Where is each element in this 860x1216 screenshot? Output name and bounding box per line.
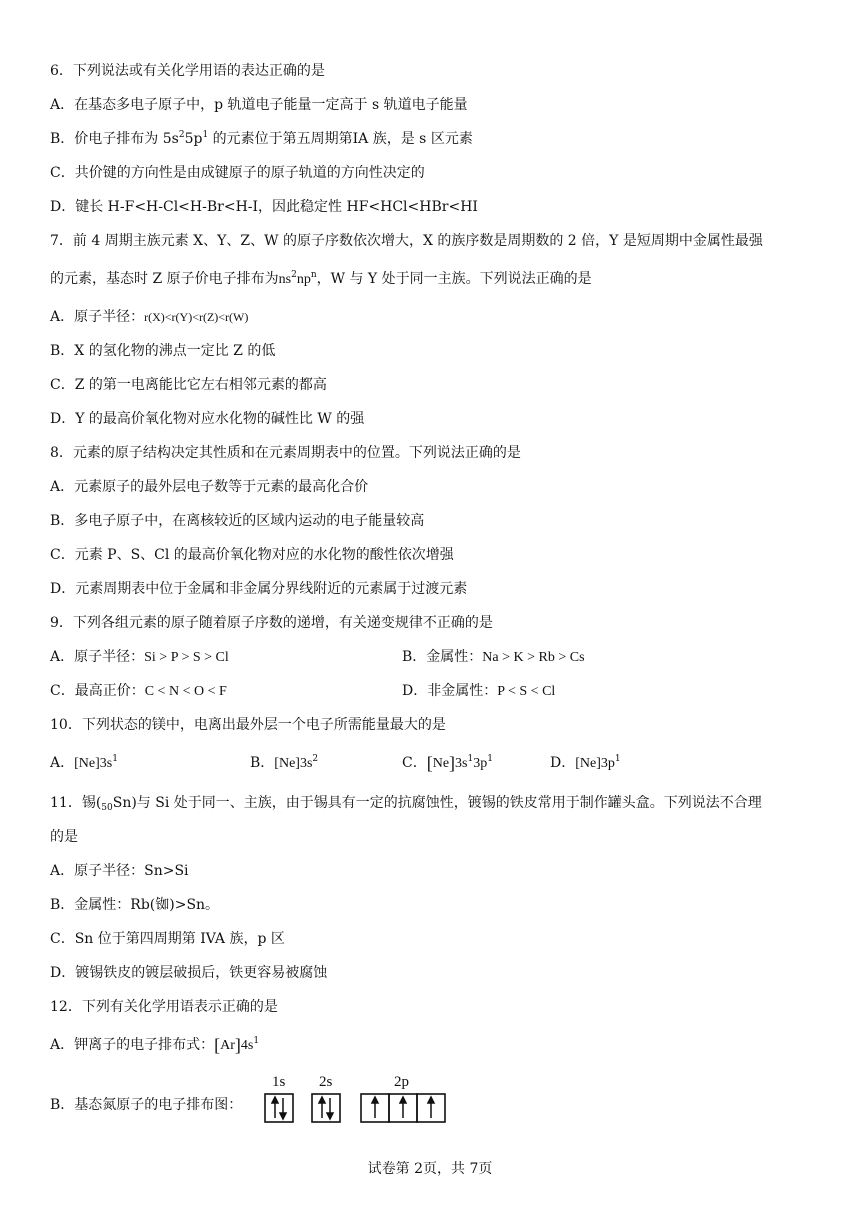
- q8-option-a: A．元素原子的最外层电子数等于元素的最高化合价: [50, 479, 369, 495]
- q7-stem-line1: 7．前 4 周期主族元素 X、Y、Z、W 的原子序数依次增大，X 的族序数是周期数的 2 倍，Y 是短周期中金属性最强: [50, 233, 763, 249]
- q6-option-a: A．在基态多电子原子中，p 轨道电子能量一定高于 s 轨道电子能量: [50, 97, 468, 113]
- spin-up-arrow-icon: [272, 1097, 278, 1118]
- q10-option-b: B．$[Ne]3s^2$: [250, 754, 319, 771]
- spin-up-arrow-icon: [400, 1097, 406, 1118]
- page-footer: 试卷第 2页，共 7页: [367, 1161, 493, 1177]
- spin-up-arrow-icon: [372, 1097, 378, 1118]
- q9-option-d: D．非金属性：P < S < Cl: [402, 683, 556, 699]
- q7-option-d: D．Y 的最高价氧化物对应水化物的碱性比 W 的强: [50, 411, 365, 427]
- q9-option-c: C．最高正价：C < N < O < F: [50, 683, 227, 699]
- q7-option-c: C．Z 的第一电离能比它左右相邻元素的都高: [50, 377, 327, 393]
- q6-stem: 6．下列说法或有关化学用语的表达正确的是: [50, 63, 325, 79]
- q11-stem-line1: 11．锡$(_{50}Sn)$与 Si 处于同一、主族，由于锡具有一定的抗腐蚀性，镀锡的铁皮常用于制作罐头盒。下列说法不合理: [50, 795, 762, 813]
- q10-option-a: A．$[Ne]3s^1$: [50, 754, 118, 771]
- q12-stem: 12．下列有关化学用语表示正确的是: [50, 999, 278, 1015]
- q9-option-b: B．金属性：Na > K > Rb > Cs: [402, 649, 585, 665]
- q12-option-b-label: B．基态氮原子的电子排布图：: [50, 1097, 243, 1113]
- spin-down-arrow-icon: [327, 1098, 333, 1119]
- q10-options-row: [50, 754, 830, 773]
- q12-option-a: A．钾离子的电子排布式：$[Ar]4s^1$: [50, 1035, 260, 1055]
- q9-row-ab: [50, 648, 830, 667]
- q11-option-d: D．镀锡铁皮的镀层破损后，铁更容易被腐蚀: [50, 965, 328, 981]
- q11-option-a: A．原子半径：Sn>Si: [50, 863, 189, 879]
- orbital-label-1s: 1s: [272, 1074, 286, 1090]
- q8-option-c: C．元素 P、S、Cl 的最高价氧化物对应的水化物的酸性依次增强: [50, 547, 454, 563]
- orbital-diagram: [263, 1070, 463, 1128]
- q7-stem-line2: 的元素，基态时 Z 原子价电子排布为$ns^2np^n$，W 与 Y 处于同一主族。下列说法正确的是: [50, 270, 592, 287]
- q9-stem: 9．下列各组元素的原子随着原子序数的递增，有关递变规律不正确的是: [50, 615, 493, 631]
- q10-option-d: D．$[Ne]3p^1$: [550, 754, 621, 771]
- orbital-label-2p: 2p: [394, 1074, 409, 1090]
- q10-stem: 10．下列状态的镁中，电离出最外层一个电子所需能量最大的是: [50, 717, 446, 733]
- q7-option-a: A．原子半径：r(X)<r(Y)<r(Z)<r(W): [50, 309, 249, 325]
- q6-option-b: B．价电子排布为 $5s^25p^1$ 的元素位于第五周期第ⅠA 族，是 s 区元素: [50, 130, 473, 147]
- q6-option-c: C．共价键的方向性是由成键原子的原子轨道的方向性决定的: [50, 165, 425, 181]
- orbital-box-1s: [265, 1094, 293, 1122]
- spin-up-arrow-icon: [319, 1097, 325, 1118]
- q8-option-b: B．多电子原子中，在离核较近的区域内运动的电子能量较高: [50, 513, 425, 529]
- q8-stem: 8．元素的原子结构决定其性质和在元素周期表中的位置。下列说法正确的是: [50, 445, 521, 461]
- spin-up-arrow-icon: [428, 1097, 434, 1118]
- q10-option-c: C．$[Ne]3s^13p^1$: [402, 753, 493, 773]
- spin-down-arrow-icon: [280, 1098, 286, 1119]
- orbital-label-2s: 2s: [319, 1074, 333, 1090]
- q9-option-a: A．原子半径：Si > P > S > Cl: [50, 649, 229, 665]
- q11-option-b: B．金属性：Rb(铷)>Sn。: [50, 897, 220, 913]
- q7-option-b: B．X 的氢化物的沸点一定比 Z 的低: [50, 343, 276, 359]
- q6-option-d: D．键长 H-F<H-Cl<H-Br<H-I，因此稳定性 HF<HCl<HBr<HI: [50, 199, 478, 215]
- q11-option-c: C．Sn 位于第四周期第 IVA 族，p 区: [50, 931, 285, 947]
- q8-option-d: D．元素周期表中位于金属和非金属分界线附近的元素属于过渡元素: [50, 581, 468, 597]
- q9-row-cd: [50, 682, 830, 701]
- orbital-box-2s: [312, 1094, 340, 1122]
- q11-stem-line2: 的是: [50, 829, 78, 845]
